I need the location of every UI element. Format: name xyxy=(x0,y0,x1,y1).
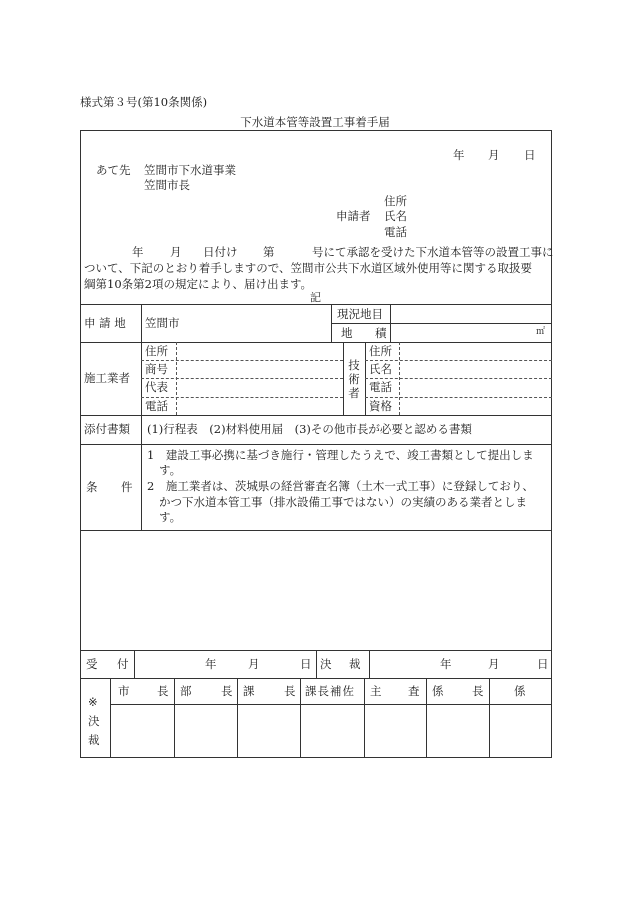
header-date-day[interactable]: 日 xyxy=(524,148,536,162)
contractor-field-representative[interactable]: 代表 xyxy=(145,380,168,394)
stamp-cell-subsection-chief[interactable] xyxy=(427,705,488,757)
approval-header-chief-clerk-b: 査 xyxy=(408,684,420,698)
stamp-cell-staff[interactable] xyxy=(490,705,551,757)
attachments-value: (1)行程表 (2)材料使用届 (3)その他市長が必要と認める書類 xyxy=(147,422,472,436)
conditions-label-2: 件 xyxy=(121,480,133,494)
ki-label: 記 xyxy=(310,291,321,304)
approval-side-2: 裁 xyxy=(88,733,100,747)
body-line3: 綱第10条第2項の規定により、届け出ます。 xyxy=(84,277,313,291)
approval-mark: ※ xyxy=(88,695,98,709)
receipt-label-2: 付 xyxy=(117,657,129,671)
approval-header-staff: 係 xyxy=(514,684,526,698)
body-dai: 第 xyxy=(263,245,275,259)
addressee-line1: 笠間市下水道事業 xyxy=(144,163,236,177)
approval-header-director-b: 長 xyxy=(221,684,233,698)
contractor-label: 施工業者 xyxy=(84,371,130,385)
decision-label-1: 決 xyxy=(320,657,332,671)
site-label: 申 請 地 xyxy=(84,316,126,330)
applicant-phone-label[interactable]: 電話 xyxy=(384,225,407,239)
body-month: 月 xyxy=(170,245,182,259)
form-number: 様式第３号(第10条関係) xyxy=(80,95,208,109)
approval-header-subsection-chief-a: 係 xyxy=(432,684,444,698)
area-label-2: 積 xyxy=(375,326,387,340)
area-label-1: 地 xyxy=(341,326,353,340)
approval-header-chief-clerk-a: 主 xyxy=(370,684,382,698)
decision-label-2: 裁 xyxy=(349,657,361,671)
conditions-label-1: 条 xyxy=(86,480,98,494)
engineer-field-name[interactable]: 氏名 xyxy=(369,362,392,376)
receipt-label-1: 受 xyxy=(86,657,98,671)
approval-header-subsection-chief-b: 長 xyxy=(472,684,484,698)
applicant-label: 申請者 xyxy=(336,209,371,223)
area-unit: ㎡ xyxy=(536,327,546,337)
contractor-field-address[interactable]: 住所 xyxy=(145,344,168,358)
approval-header-section-chief-b: 長 xyxy=(284,684,296,698)
condition-2-line3: す。 xyxy=(159,510,182,524)
land-category-label: 現況地目 xyxy=(337,307,383,321)
addressee-line2: 笠間市長 xyxy=(144,178,190,192)
condition-2-line2: かつ下水道本管工事（排水設備工事ではない）の実績のある業者としま xyxy=(159,495,527,509)
stamp-cell-assistant-chief[interactable] xyxy=(301,705,363,757)
contractor-field-company[interactable]: 商号 xyxy=(145,362,168,376)
stamp-cell-director[interactable] xyxy=(175,705,236,757)
attachments-label: 添付書類 xyxy=(84,422,130,436)
header-date-year[interactable]: 年 xyxy=(453,148,465,162)
receipt-month[interactable]: 月 xyxy=(248,657,260,671)
decision-day[interactable]: 日 xyxy=(537,657,549,671)
condition-2-line1: 2 施工業者は、茨城県の経営審査名簿（土木一式工事）に登録しており、 xyxy=(147,479,534,493)
approval-side-1: 決 xyxy=(88,714,100,728)
contractor-field-phone[interactable]: 電話 xyxy=(145,399,168,413)
body-day: 日付け xyxy=(203,245,238,259)
condition-1-line2: す。 xyxy=(159,463,182,477)
engineer-field-phone[interactable]: 電話 xyxy=(369,380,392,394)
engineer-field-address[interactable]: 住所 xyxy=(369,344,392,358)
applicant-name-label[interactable]: 氏名 xyxy=(384,209,407,223)
receipt-day[interactable]: 日 xyxy=(300,657,312,671)
approval-header-director-a: 部 xyxy=(180,684,192,698)
stamp-cell-section-chief[interactable] xyxy=(238,705,299,757)
addressee-label: あて先 xyxy=(96,163,131,177)
receipt-year[interactable]: 年 xyxy=(205,657,217,671)
approval-header-section-chief-a: 課 xyxy=(243,684,255,698)
stamp-cell-chief-clerk[interactable] xyxy=(365,705,425,757)
body-line1: 号にて承認を受けた下水道本管等の設置工事に xyxy=(312,245,554,259)
approval-header-mayor-b: 長 xyxy=(157,684,169,698)
applicant-address-label[interactable]: 住所 xyxy=(384,194,407,208)
decision-year[interactable]: 年 xyxy=(440,657,452,671)
engineer-label: 技術者 xyxy=(348,358,360,400)
approval-header-assistant-chief: 課長補佐 xyxy=(305,684,355,698)
condition-1-line1: 1 建設工事必携に基づき施行・管理したうえで、竣工書類として提出しま xyxy=(147,448,534,462)
approval-header-mayor-a: 市 xyxy=(118,684,130,698)
form-title: 下水道本管等設置工事着手届 xyxy=(240,115,390,129)
engineer-field-qualification[interactable]: 資格 xyxy=(369,399,392,413)
stamp-cell-mayor[interactable] xyxy=(111,705,173,757)
body-year: 年 xyxy=(132,245,144,259)
body-line2: ついて、下記のとおり着手しますので、笠間市公共下水道区域外使用等に関する取扱要 xyxy=(84,261,533,275)
header-date-month[interactable]: 月 xyxy=(488,148,500,162)
site-value[interactable]: 笠間市 xyxy=(145,316,180,330)
decision-month[interactable]: 月 xyxy=(488,657,500,671)
